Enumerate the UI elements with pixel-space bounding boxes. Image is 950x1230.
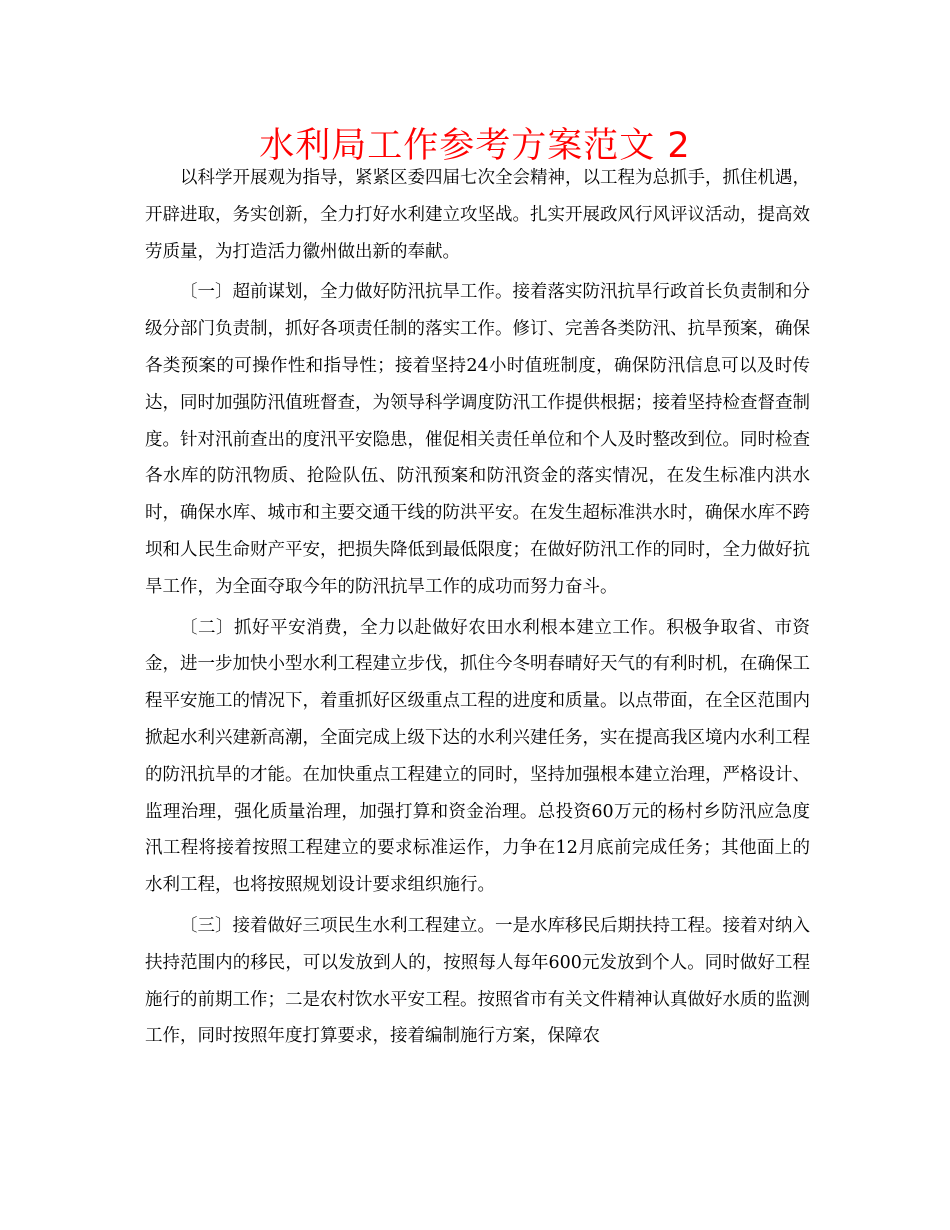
paragraph-section-2: 〔二〕抓好平安消费，全力以赴做好农田水利根本建立工作。积极争取省、市资金，进一步加快小型水利工程建立步伐，抓住今冬明春晴好天气的有利时机，在确保工程平安施工的情况下，着重抓好区级重点工程的进度和质量。以点带面，在全区范围内掀起水利兴建新高潮，全面完成上级下达的水利兴建任务，实在提高我区境内水利工程的防汛抗旱的才能。在加快重点工程建立的同时，坚持加强根本建立治理，严格设计、监理治理，强化质量治理，加强打算和资金治理。总投资60万元的杨村乡防汛应急度汛工程将接着按照工程建立的要求标准运作，力争在12月底前完成任务；其他面上的水利工程，也将按照规划设计要求组织施行。 <box>145 617 810 896</box>
paragraph-intro: 以科学开展观为指导，紧紧区委四届七次全会精神，以工程为总抓手，抓住机遇，开辟进取，务实创新，全力打好水利建立攻坚战。扎实开展政风行风评议活动，提高效劳质量，为打造活力徽州做出新的奉献。 <box>145 168 810 262</box>
document-title: 水利局工作参考方案范文 2 <box>259 126 691 166</box>
paragraph-section-3: 〔三〕接着做好三项民生水利工程建立。一是水库移民后期扶持工程。接着对纳入扶持范围内的移民，可以发放到人的，按照每人每年600元发放到个人。同时做好工程施行的前期工作；二是农村饮水平安工程。按照省市有关文件精神认真做好水质的监测工作，同时按照年度打算要求，接着编制施行方案，保障农 <box>145 915 810 1047</box>
document-body <box>145 160 810 1059</box>
paragraph-section-1: 〔一〕超前谋划，全力做好防汛抗旱工作。接着落实防汛抗旱行政首长负责制和分级分部门负责制，抓好各项责任制的落实工作。修订、完善各类防汛、抗旱预案，确保各类预案的可操作性和指导性；接着坚持24小时值班制度，确保防汛信息可以及时传达，同时加强防汛值班督查，为领导科学调度防汛工作提供根据；接着坚持检查督查制度。针对汛前查出的度汛平安隐患，催促相关责任单位和个人及时整改到位。同时检查各水库的防汛物质、抢险队伍、防汛预案和防汛资金的落实情况，在发生标准内洪水时，确保水库、城市和主要交通干线的防洪平安。在发生超标准洪水时，确保水库不跨坝和人民生命财产平安，把损失降低到最低限度；在做好防汛工作的同时，全力做好抗旱工作，为全面夺取今年的防汛抗旱工作的成功而努力奋斗。 <box>145 282 810 597</box>
